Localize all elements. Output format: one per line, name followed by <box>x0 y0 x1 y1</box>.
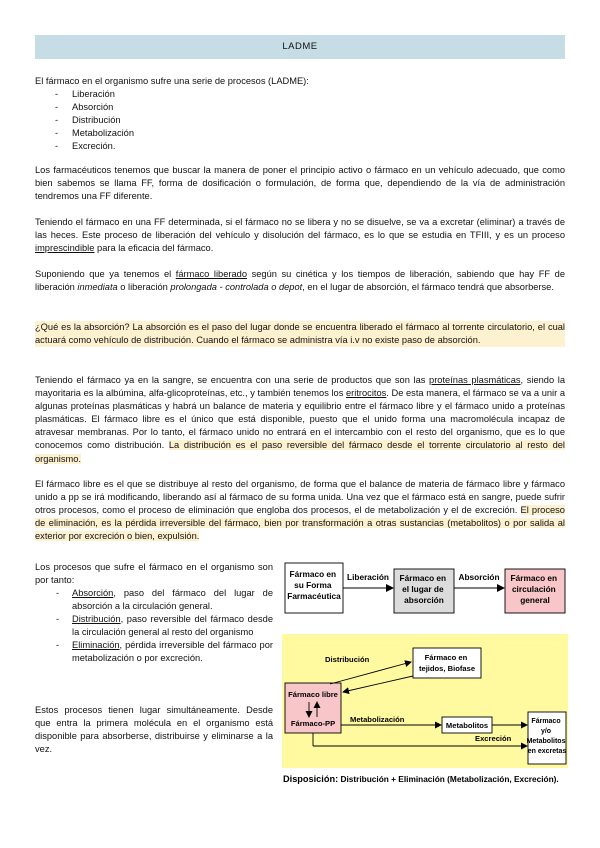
metabolites-label: Metabolitos <box>445 721 489 730</box>
box-label: circulación <box>511 584 556 594</box>
text-run: Suponiendo que ya tenemos el <box>35 269 176 279</box>
intro-text <box>35 75 565 88</box>
excretion-label: Excreción <box>475 734 512 743</box>
paragraph-liberacion <box>35 216 565 255</box>
underlined-term: imprescindible <box>35 243 95 254</box>
paragraph-text <box>35 478 565 543</box>
text-run: según su cinética y los tiempos de liberación, sabiendo que hay FF de liberación <box>35 269 565 293</box>
paragraph-farmaco-liberado <box>35 268 565 294</box>
process-term: Distribución <box>72 614 121 625</box>
box-label: y/o <box>540 728 552 735</box>
paragraph-text <box>35 374 565 466</box>
bound-drug-label: Fármaco-PP <box>290 719 336 728</box>
paragraph-text <box>35 268 565 294</box>
distribution-label: Distribución <box>325 655 370 664</box>
absorption-arrow-label: Absorción <box>458 572 500 582</box>
paragraph-text: ¿Qué es la absorción? La absorción es el paso del lugar donde se encuentra liberado el fármaco al torrente circulatorio, el cual actuará como vehículo de distribución. Cuando el fármaco se administra vía i.v no existe paso de absorción. <box>35 322 565 346</box>
page-title: LADME <box>35 35 565 59</box>
list-item: - Distribución <box>55 115 121 126</box>
box-label: Metabolitos <box>526 738 566 745</box>
underlined-term: eritrocitos <box>345 388 387 399</box>
list-item: - Metabolización <box>55 128 135 139</box>
process-description: , paso reversible del fármaco desde la circulación general al resto del organismo <box>72 614 273 638</box>
processes-intro: Los procesos que sufre el fármaco en el organismo son por tanto: <box>35 562 273 586</box>
text-run: o liberación <box>117 282 171 293</box>
highlighted-definition: La distribución es el paso reversible del fármaco desde el torrente circulatorio al resto del organismo. <box>35 440 565 464</box>
box-label: absorción <box>404 595 444 605</box>
underlined-term: proteínas plasmáticas <box>429 375 521 385</box>
box-label: en excretas <box>527 748 567 755</box>
free-drug-label: Fármaco libre <box>288 690 338 699</box>
box-label: Fármaco en <box>424 653 468 662</box>
list-item: - Absorción, paso del fármaco del lugar de absorción a la circulación general. <box>56 588 273 612</box>
italic-term: inmediata <box>77 282 118 293</box>
box-label: el lugar de <box>402 584 444 594</box>
list-item-label: Absorción <box>72 102 114 113</box>
ladme-list <box>35 88 335 153</box>
process-description: , paso del fármaco del lugar de absorción a la circulación general. <box>72 588 273 612</box>
disposition-caption <box>283 774 559 784</box>
list-item-label: Distribución <box>72 115 121 126</box>
text-run: El fármaco libre es el que se distribuye al resto del organismo, de forma que el balance de materia de fármaco libre y fármaco unido a pp se irá modificando, liberando así al fármaco de su forma unida. Una vez que el fármaco está en sangre, puede sufrir otros procesos, como el proceso de eliminación que engloba dos procesos, el de metabolización y el de excreción. <box>35 479 565 516</box>
paragraph-absorcion-highlight <box>35 321 565 347</box>
svg-text:Fármaco en el lugar de <box>400 573 449 605</box>
box-label: Farmacéutica <box>287 591 341 601</box>
text-run: . De esta manera, el fármaco se va a unir a algunas proteínas plasmáticas y habrá un balance de materia y equilibrio entre el fármaco libre y el fármaco unido a proteínas plasmáticas. El fármaco libre es el único que está disponible, puesto que el unido forma una macromolécula incapaz de atravesar membranas. Por lo tanto, el fármaco unido no entrará en el intercambio con el resto del organismo, que es lo que conocemos como distribución. <box>35 388 565 451</box>
box-label: Fármaco <box>531 718 561 725</box>
box-label: tejidos, Biofase <box>418 664 476 673</box>
box-label: Fármaco en <box>289 569 337 579</box>
paragraph-text <box>35 216 565 255</box>
list-item: - Excreción. <box>55 141 116 152</box>
text-run: Teniendo el fármaco en una FF determinada, si el fármaco no se libera y no se disuelve, se va a excretar (eliminar) a través de las heces. Este proceso de liberación del vehículo y disolución del fármaco, es lo que se estudia en TFIII, y es un proceso <box>35 217 565 241</box>
text-run: , en el lugar de absorción, el fármaco tendrá que absorberse. <box>302 282 554 293</box>
process-term: Absorción <box>72 588 114 598</box>
list-item-label: Excreción. <box>72 141 116 152</box>
intro-line: El fármaco en el organismo sufre una serie de procesos (LADME): <box>35 76 309 86</box>
list-item: - Distribución, paso reversible del fármaco desde la circulación general al resto del organismo <box>56 614 273 638</box>
box-label: Fármaco en <box>510 573 558 583</box>
box-label: general <box>520 595 550 605</box>
paragraph-eliminacion <box>35 478 565 543</box>
text-run: Teniendo el fármaco ya en la sangre, se encuentra con una serie de productos que son las <box>35 375 430 385</box>
liberation-arrow-label: Liberación <box>347 572 389 582</box>
paragraph-text: Los farmacéuticos tenemos que buscar la manera de poner el principio activo o fármaco en un vehículo adecuado, que como bien sabemos se llama FF, forma de dosificación o formulación, de forma que, dependiendo de la vía de administración tendremos una FF diferente. <box>35 165 565 202</box>
process-description: , pérdida irreversible del fármaco por metabolización o por excreción. <box>72 640 273 664</box>
list-item: - Eliminación, pérdida irreversible del fármaco por metabolización o por excreción. <box>56 640 273 664</box>
paragraph-distribucion <box>35 374 565 466</box>
list-item-label: Liberación <box>72 89 115 99</box>
ladme-flow-diagram <box>283 561 570 621</box>
underlined-term: fármaco liberado <box>175 269 248 279</box>
text-run: , siendo la mayoritaria es la albúmina, alfa-glicoproteínas, etc., y también tenemos los <box>35 375 565 399</box>
highlighted-definition: El proceso de eliminación, es la pérdida irreversible del fármaco, bien por transformación a otras sustancias (metabolitos) o por salida al exterior por excreción o bien, expulsión. <box>35 505 565 542</box>
disposition-diagram <box>280 632 570 790</box>
process-term: Eliminación <box>72 640 120 651</box>
box-label: su Forma <box>294 580 332 590</box>
text-run: para la eficacia del fármaco. <box>94 243 214 254</box>
processes-summary: Estos procesos tienen lugar simultáneamente. Desde que entra la primera molécula en el organismo está disponible para absorberse, distribuirse y eliminarse a la vez. <box>35 705 273 755</box>
caption-text: Distribución + Eliminación (Metabolización, Excreción). <box>338 774 559 784</box>
list-item: - Liberación <box>55 89 115 99</box>
svg-text:Fármaco en su Forma <box>287 569 341 601</box>
list-item: - Absorción <box>55 102 114 113</box>
list-item-label: Metabolización <box>72 128 135 139</box>
caption-term: Disposición: <box>283 774 339 784</box>
italic-term: prolongada - controlada o depot <box>170 282 303 293</box>
processes-list <box>56 587 273 666</box>
box-label: Fármaco en <box>399 573 447 583</box>
paragraph-ff <box>35 164 565 203</box>
metabolism-label: Metabolización <box>350 715 405 724</box>
